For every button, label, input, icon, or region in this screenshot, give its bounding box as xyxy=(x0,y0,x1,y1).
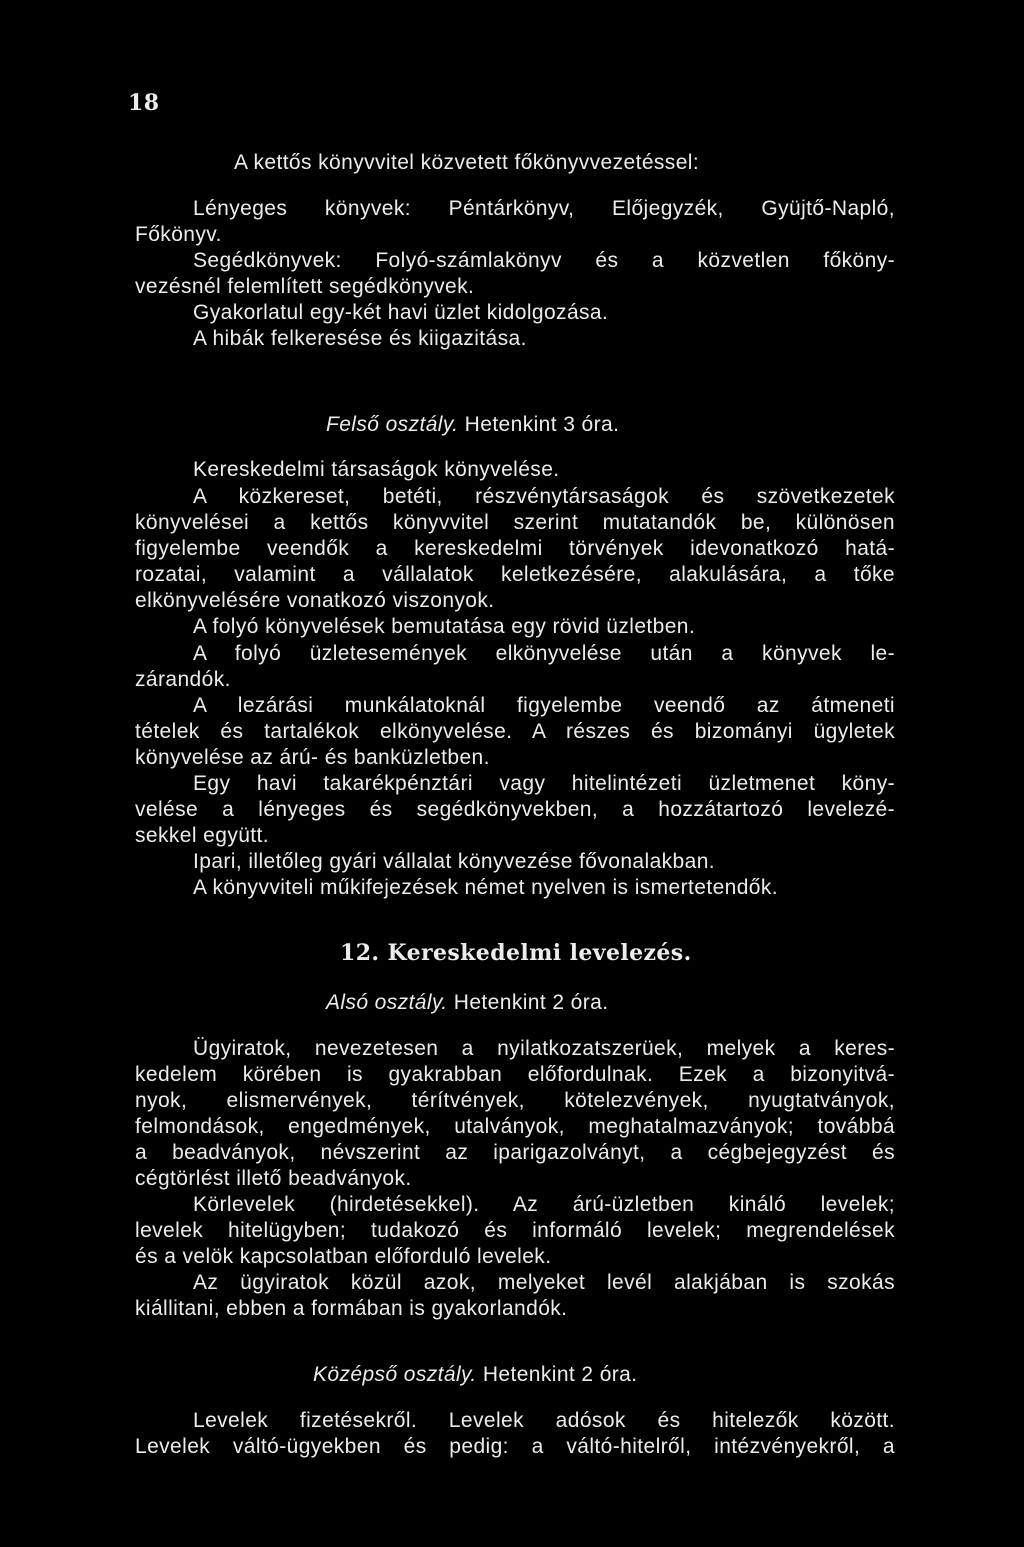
paragraph-line: vezésnél felemlített segédkönyvek. xyxy=(135,275,475,298)
paragraph-line: és a velök kapcsolatban előforduló levelek. xyxy=(135,1245,552,1268)
paragraph-line: könyvelése az árú- és banküzletben. xyxy=(135,746,490,769)
paragraph-line: A lezárási munkálatoknál figyelembe veendő az átmeneti xyxy=(193,694,895,717)
section-number: 12. xyxy=(340,940,380,966)
paragraph-line: nyok, elismervények, térítvények, kötelezvények, nyugtatványok, xyxy=(135,1089,895,1112)
paragraph-line: kedelem körében is gyakrabban előfordulnak. Ezek a bizonyitvá- xyxy=(135,1063,895,1086)
paragraph-line: Gyakorlatul egy-két havi üzlet kidolgozása. xyxy=(193,301,609,324)
paragraph-line: tételek és tartalékok elkönyvelése. A részes és bizományi ügyletek xyxy=(135,720,895,743)
page-number: 18 xyxy=(128,90,160,116)
class-heading xyxy=(326,412,619,438)
paragraph-line: A könyvviteli műkifejezések német nyelven is ismertetendők. xyxy=(193,876,779,899)
section-12-heading xyxy=(340,940,692,966)
paragraph-line: cégtörlést illető beadványok. xyxy=(135,1167,412,1190)
paragraph-line: A folyó könyvelések bemutatása egy rövid üzletben. xyxy=(193,615,696,638)
paragraph-line: Főkönyv. xyxy=(135,223,222,246)
paragraph-line: Lényeges könyvek: Péntárkönyv, Előjegyzék, Gyüjtő-Napló, xyxy=(193,197,895,220)
paragraph-line: figyelembe veendők a kereskedelmi törvények idevonatkozó hatá- xyxy=(135,537,895,560)
paragraph-line: zárandók. xyxy=(135,668,231,691)
paragraph-line: sekkel együtt. xyxy=(135,824,269,847)
paragraph-line: Egy havi takarékpénztári vagy hitelintézeti üzletmenet köny- xyxy=(193,772,895,795)
paragraph-line: Levelek váltó-ügyekben és pedig: a váltó-hitelről, intézvényekről, a xyxy=(135,1435,895,1458)
paragraph-line: A közkereset, betéti, részvénytársaságok és szövetkezetek xyxy=(193,485,895,508)
paragraph-line: a beadványok, névszerint az iparigazolványt, a cégbejegyzést és xyxy=(135,1141,895,1164)
paragraph-line: rozatai, valamint a vállalatok keletkezésére, alakulására, a tőke xyxy=(135,563,895,586)
class-label: Középső osztály. xyxy=(313,1363,477,1386)
class-hours: Hetenkint 2 óra. xyxy=(482,1363,638,1386)
paragraph-line: Ügyiratok, nevezetesen a nyilatkozatszerüek, melyek a keres- xyxy=(193,1037,895,1060)
class-heading xyxy=(313,1362,638,1388)
class-label: Felső osztály. xyxy=(326,413,459,436)
paragraph-line: Az ügyiratok közül azok, melyeket levél alakjában is szokás xyxy=(193,1271,895,1294)
paragraph-line: Kereskedelmi társaságok könyvelése. xyxy=(193,458,560,481)
class-label: Alsó osztály. xyxy=(326,991,448,1014)
paragraph-line: velése a lényeges és segédkönyvekben, a hozzátartozó levelezé- xyxy=(135,798,895,821)
paragraph-line: Levelek fizetésekről. Levelek adósok és hitelezők között. xyxy=(193,1409,895,1432)
paragraph-line: A hibák felkeresése és kiigazitása. xyxy=(193,327,527,350)
paragraph-line: Segédkönyvek: Folyó-számlakönyv és a közvetlen főköny- xyxy=(193,249,895,272)
paragraph-line: Körlevelek (hirdetésekkel). Az árú-üzletben kináló levelek; xyxy=(193,1193,895,1216)
paragraph-line: Ipari, illetőleg gyári vállalat könyvezése fővonalakban. xyxy=(193,850,716,873)
paragraph-line: levelek hitelügyben; tudakozó és informáló levelek; megrendelések xyxy=(135,1219,895,1242)
class-heading xyxy=(326,990,608,1016)
paragraph-line: elkönyvelésére vonatkozó viszonyok. xyxy=(135,589,495,612)
paragraph-line: kiállitani, ebben a formában is gyakorlandók. xyxy=(135,1297,568,1320)
section-heading: A kettős könyvvitel közvetett főkönyvvezetéssel: xyxy=(234,151,700,174)
class-hours: Hetenkint 3 óra. xyxy=(464,413,620,436)
class-hours: Hetenkint 2 óra. xyxy=(453,991,609,1014)
paragraph-line: felmondások, engedmények, utalványok, meghatalmazványok; továbbá xyxy=(135,1115,895,1138)
paragraph-line: könyvelései a kettős könyvvitel szerint mutatandók be, különösen xyxy=(135,511,895,534)
section-title: Kereskedelmi levelezés. xyxy=(387,940,692,966)
paragraph-line: A folyó üzletesemények elkönyvelése után a könyvek le- xyxy=(193,642,895,665)
